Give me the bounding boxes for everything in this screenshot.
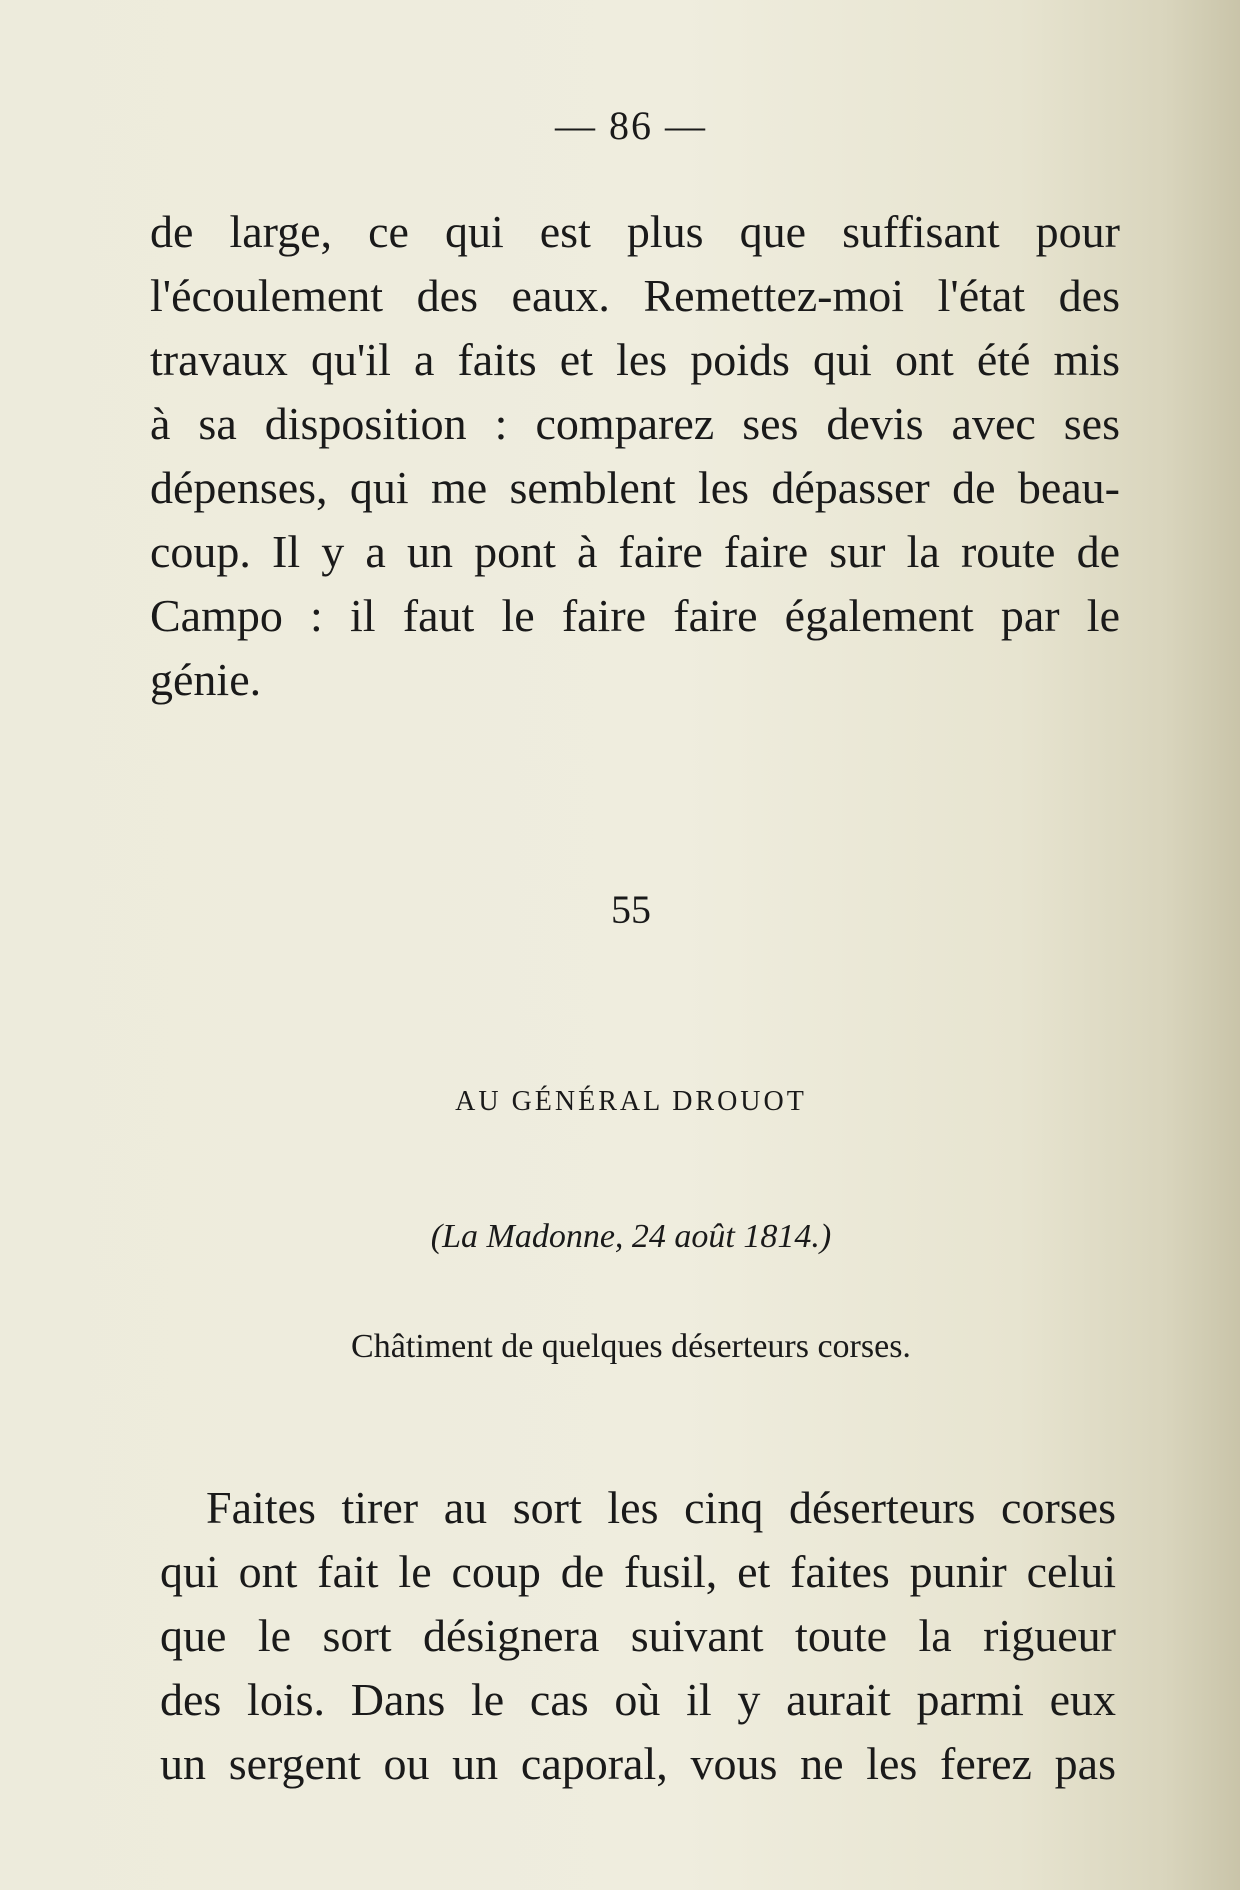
text-line: Faites tirer au sort les cinq déserteurs corses [206,1482,1116,1533]
text-line: l'écoulement des eaux. Remettez-moi l'état des [150,270,1120,321]
text-line: que le sort désignera suivant toute la rigueur [160,1610,1116,1661]
text-line: à sa disposition : comparez ses devis avec ses [150,398,1120,449]
text-line: un sergent ou un caporal, vous ne les ferez pas [160,1738,1116,1789]
text-line: Campo : il faut le faire faire également par le [150,590,1120,641]
text-line: génie. [150,654,262,705]
paragraph-continuation [150,200,1120,712]
text-line: de large, ce qui est plus que suffisant pour [150,206,1120,257]
letter-summary: Châtiment de quelques déserteurs corses. [351,1328,911,1365]
page-number: — 86 — [555,103,707,148]
text-line: coup. Il y a un pont à faire faire sur la route de [150,526,1120,577]
text-line: dépenses, qui me semblent les dépasser de beau- [150,462,1120,513]
letter-addressee: AU GÉNÉRAL DROUOT [455,1086,807,1117]
text-line: travaux qu'il a faits et les poids qui ont été mis [150,334,1120,385]
text-line: des lois. Dans le cas où il y aurait parmi eux [160,1674,1116,1725]
text-line: qui ont fait le coup de fusil, et faites punir celui [160,1546,1116,1597]
letter-body [160,1476,1116,1796]
letter-number: 55 [611,887,651,932]
letter-dateline: (La Madonne, 24 août 1814.) [430,1218,832,1255]
